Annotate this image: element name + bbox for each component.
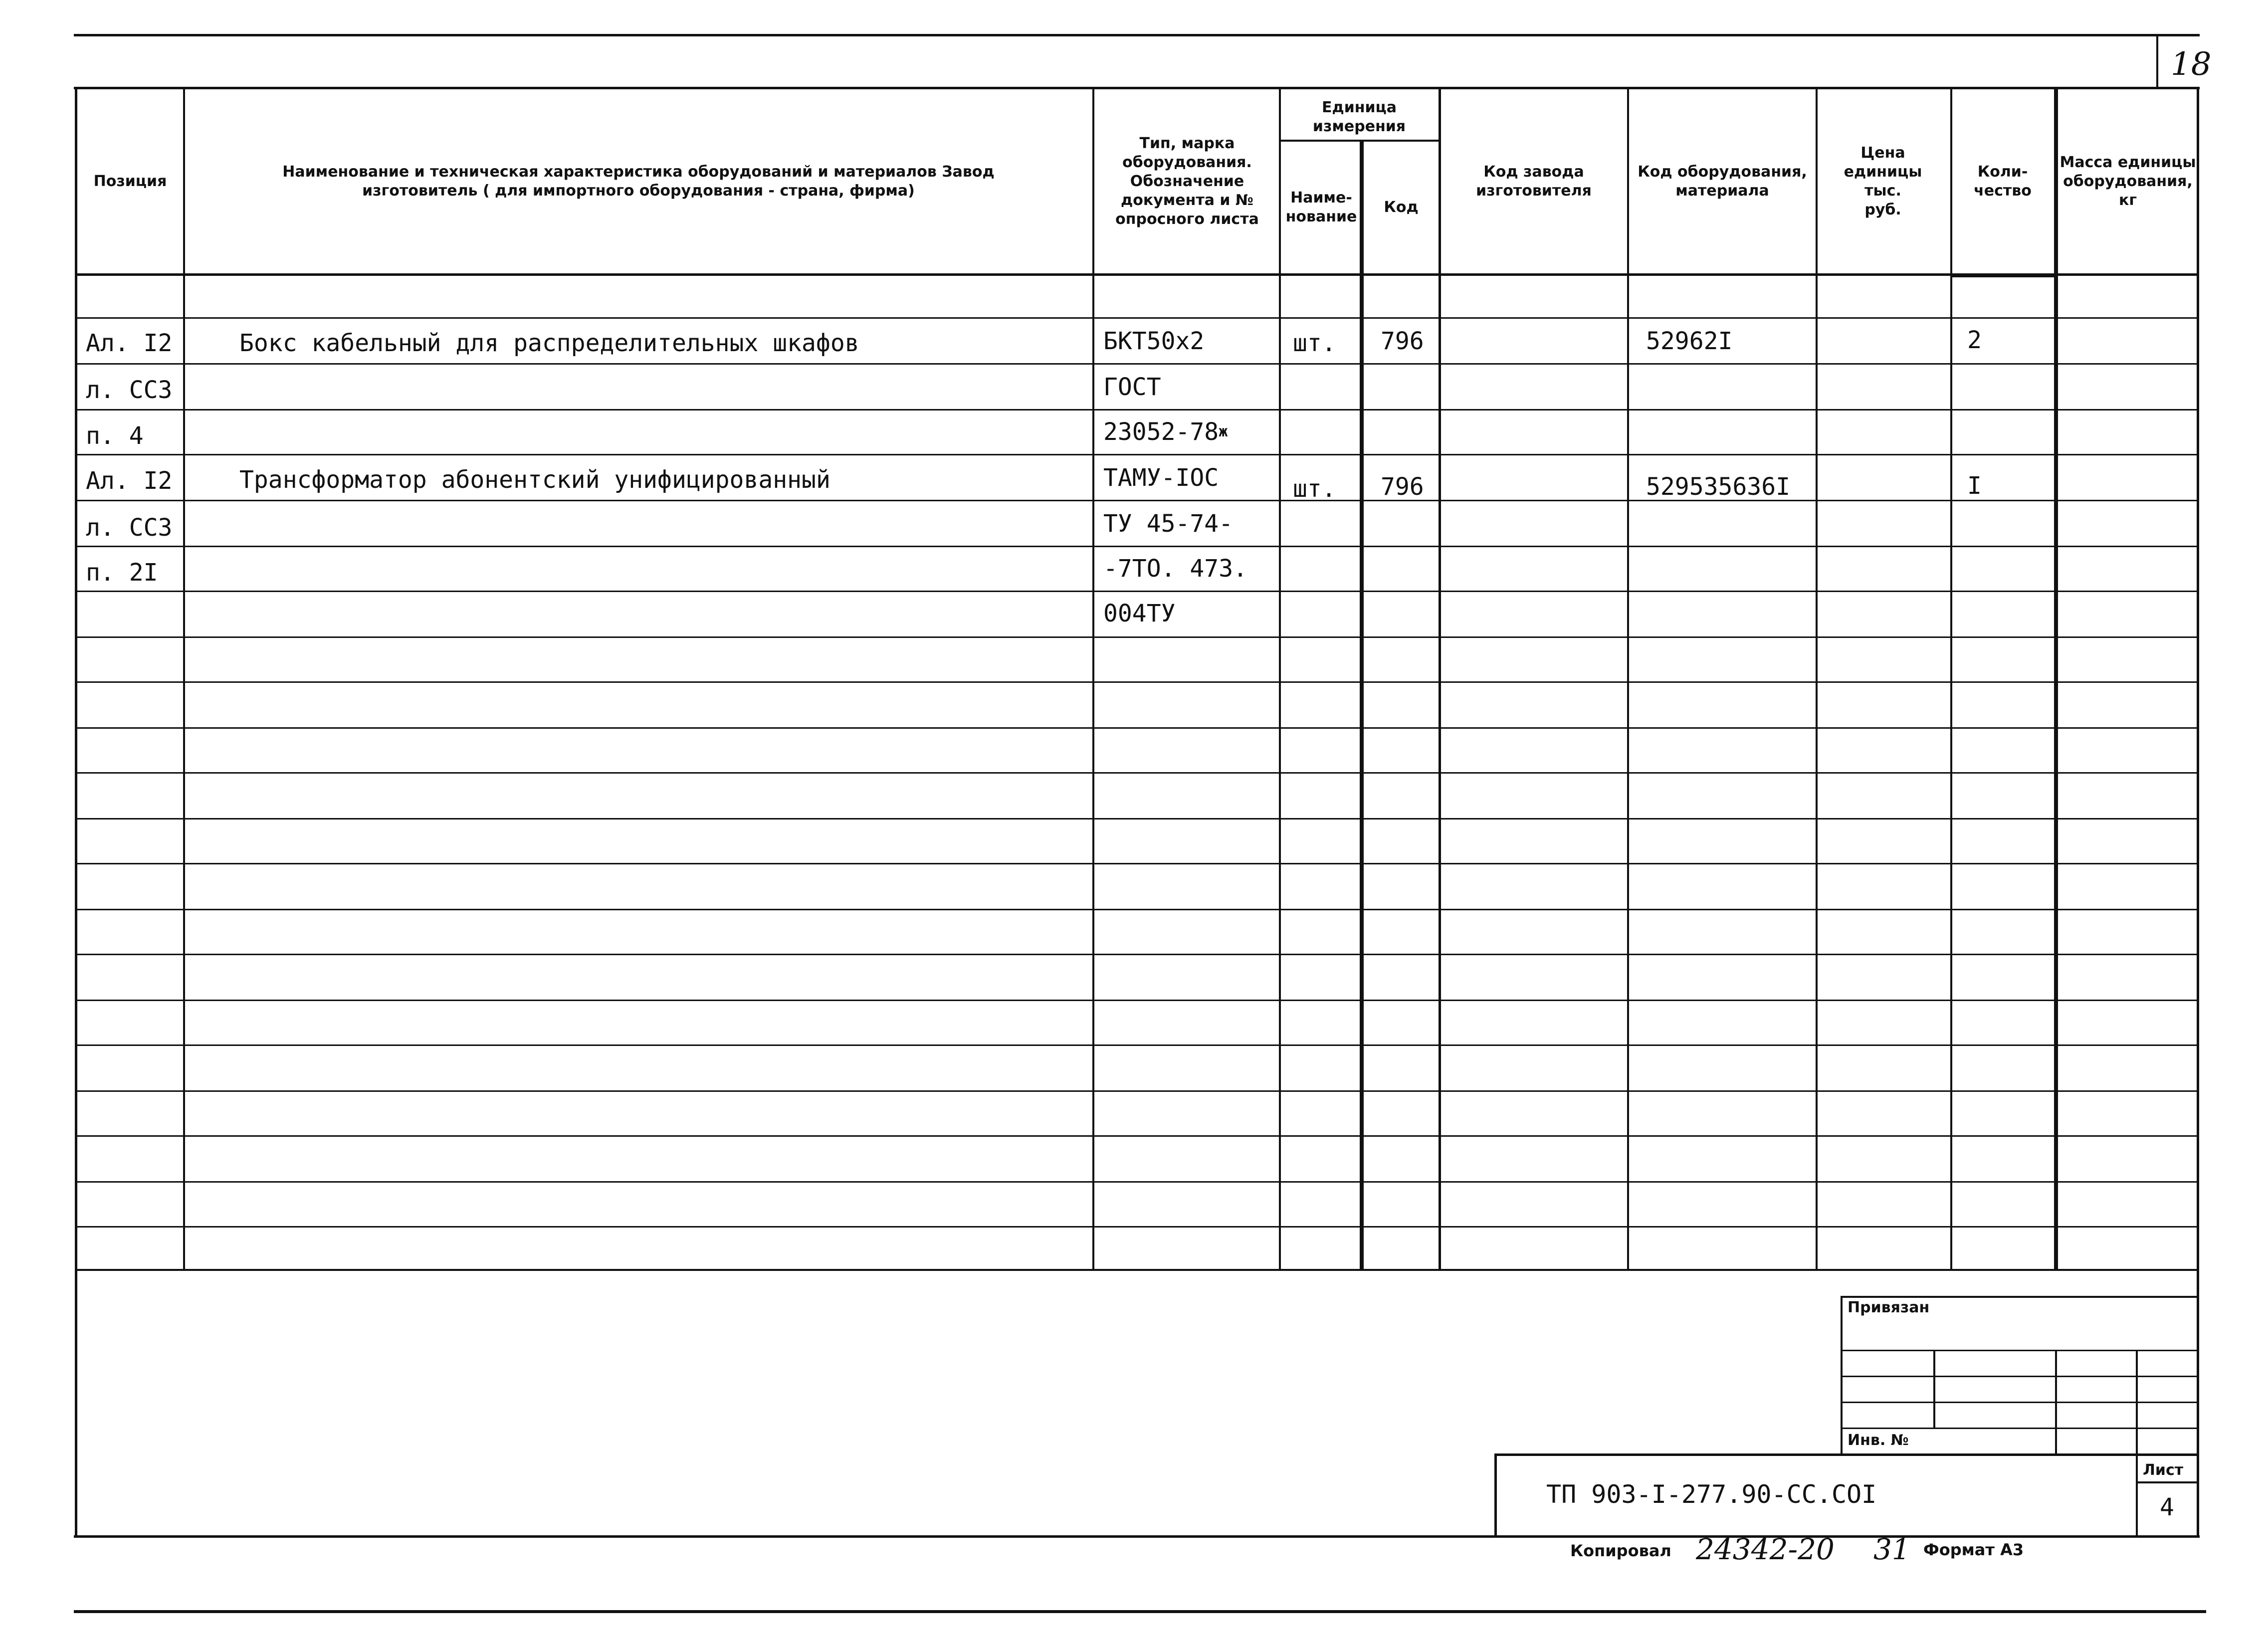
sheet-label: Лист [2143, 1461, 2184, 1479]
cell-position: Ал. I2 [86, 467, 173, 495]
cell-position: Ал. I2 [86, 329, 173, 357]
stamp-line [2136, 1350, 2138, 1535]
cell-type: ТАМУ-IОС [1103, 464, 1219, 492]
doc-code: ТП 903-I-277.90-СС.СОI [1546, 1480, 1877, 1509]
cell-position: л. ССЗ [86, 376, 173, 404]
cell-position: л. ССЗ [86, 514, 173, 542]
header-unit-name: Наиме-нование [1285, 189, 1357, 225]
row-line [76, 772, 2198, 774]
col-sep-6 [1627, 87, 1629, 1270]
header-equipment-code: Код оборудования, материала [1638, 163, 1807, 200]
cell-position: п. 2I [86, 559, 158, 587]
row-line [76, 727, 2198, 729]
col-sep-1 [183, 87, 185, 1270]
sheet-corner-number: 18 [2171, 46, 2212, 83]
table-bottom-line [75, 1269, 2199, 1271]
cell-quantity: 2 [1967, 326, 1982, 354]
stamp-line [1841, 1350, 2199, 1351]
stamp-line [1841, 1296, 2199, 1298]
top-border-line [74, 34, 2200, 36]
cell-code: 796 [1381, 327, 1424, 355]
cell-type-text: 23052-78 [1103, 418, 1219, 446]
stamp-line [1494, 1453, 2199, 1456]
copied-label: Копировал [1570, 1541, 1671, 1560]
type-mark: ж [1219, 423, 1228, 440]
row-line [76, 546, 2198, 547]
cell-name: Трансформатор абонентский унифицированный [239, 466, 830, 494]
header-mass: Масса единицы оборудования, кг [2060, 154, 2196, 209]
corner-tab-line [2156, 34, 2158, 88]
format-label: Формат А3 [1923, 1540, 2024, 1559]
header-unit-group: Единица измерения [1312, 99, 1406, 135]
header-price: Цена единицы тыс. руб. [1844, 144, 1922, 218]
col-sep-2 [1092, 87, 1094, 1270]
row-line [76, 454, 2198, 455]
cell-quantity: I [1967, 472, 1982, 500]
sheet-number: 4 [2160, 1493, 2174, 1521]
cell-position: п. 4 [86, 422, 144, 450]
cell-name: Бокс кабельный для распределительных шкафов [239, 329, 859, 357]
table-right-line [2197, 87, 2199, 1537]
copy-number: 24342-20 [1696, 1532, 1835, 1566]
cell-type: 004ТУ [1103, 600, 1176, 627]
col-sep-5 [1439, 87, 1441, 1270]
col-sep-7 [1816, 87, 1818, 1270]
cell-unit: шт. [1293, 475, 1336, 503]
header-position: Позиция [93, 173, 167, 190]
row-line [76, 818, 2198, 820]
row-line [76, 591, 2198, 592]
row-line [76, 500, 2198, 501]
row-line [76, 954, 2198, 955]
cell-type: ГОСТ [1103, 373, 1161, 401]
row-line [76, 681, 2198, 683]
bottom-rule-line [74, 1610, 2206, 1613]
row-line [76, 363, 2198, 365]
col-sep-9 [2054, 87, 2058, 1270]
row-line [76, 1135, 2198, 1137]
stamp-line [1841, 1428, 2199, 1429]
stamp-line [2136, 1481, 2199, 1483]
row-line [76, 863, 2198, 864]
cell-type: -7ТО. 473. [1103, 555, 1247, 583]
header-bottom-line [75, 273, 2199, 276]
row-line [76, 1226, 2198, 1228]
row-line [76, 909, 2198, 910]
header-type: Тип, марка оборудования. Обозначение документа и № опросного листа [1115, 135, 1259, 228]
copy-page: 31 [1873, 1532, 1910, 1566]
cell-unit: шт. [1293, 329, 1336, 357]
row-line [76, 1181, 2198, 1183]
header-name: Наименование и техническая характеристика оборудований и материалов Завод изготовитель ( для импортного оборудования - страна, фирма) [282, 163, 995, 200]
table-left-line [75, 87, 77, 1537]
cell-equipment-code: 529535636I [1646, 473, 1790, 501]
cell-type [1103, 417, 1228, 447]
row-line [76, 1044, 2198, 1046]
stamp-line [2055, 1350, 2057, 1455]
row-line [76, 1090, 2198, 1092]
stamp-line [1933, 1350, 1935, 1429]
row-line [76, 317, 2198, 319]
stamp-line [1494, 1453, 1497, 1536]
stamp-line [1841, 1376, 2199, 1377]
row-line [76, 409, 2198, 411]
header-factory-code: Код завода изготовителя [1476, 163, 1592, 200]
cell-equipment-code: 52962I [1646, 327, 1733, 355]
row-line [76, 1000, 2198, 1001]
stamp-line [1841, 1402, 2199, 1403]
col-sep-4 [1360, 141, 1364, 1270]
col-sep-3 [1279, 87, 1281, 1270]
inv-label: Инв. № [1848, 1432, 1909, 1449]
row-line [76, 636, 2198, 638]
qty-box-top-line [1950, 273, 2057, 277]
header-quantity: Коли-чество [1974, 163, 2032, 200]
cell-code: 796 [1381, 473, 1424, 501]
header-unit-code: Код [1384, 199, 1419, 216]
cell-type: БКТ50х2 [1103, 327, 1205, 355]
cell-type: ТУ 45-74- [1103, 510, 1234, 538]
linked-label: Привязан [1848, 1299, 1930, 1316]
col-sep-8 [1950, 87, 1952, 1270]
table-top-line [74, 87, 2200, 89]
